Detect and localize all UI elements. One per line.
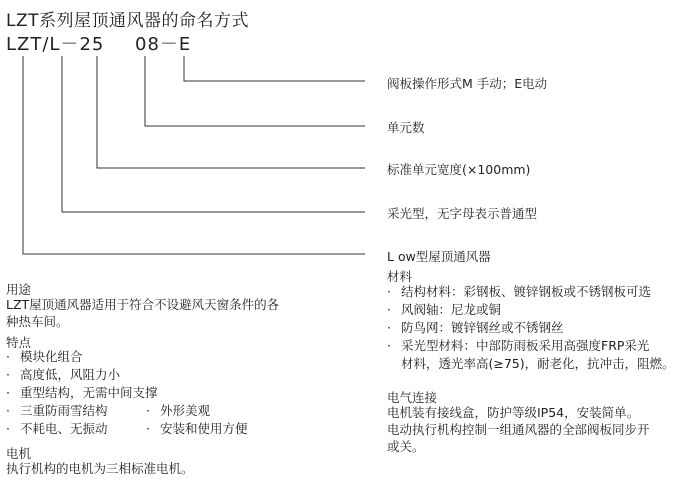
model-code-suffix: 08－E <box>135 34 192 55</box>
electrical-line-3: 或关。 <box>387 439 425 454</box>
label-unit-width: 标准单元宽度(×100mm) <box>387 162 531 177</box>
usage-heading: 用途 <box>6 282 32 297</box>
usage-line-2: 种热车间。 <box>6 314 69 329</box>
motor-line-1: 执行机构的电机为三相标准电机。 <box>6 461 194 476</box>
material-item: · 防鸟网：镀锌钢丝或不锈钢丝 <box>387 320 564 335</box>
electrical-line-2: 电动执行机构控制一组通风器的全部阀板同步开 <box>387 422 650 437</box>
bullet-icon: · <box>6 403 10 418</box>
feature-item: · 不耗电、无振动 · 安装和使用方便 <box>6 421 248 436</box>
bullet-icon: · <box>146 403 150 418</box>
connector-units <box>145 56 365 126</box>
motor-heading: 电机 <box>6 446 32 461</box>
label-unit-count: 单元数 <box>387 120 425 135</box>
bullet-icon: · <box>146 421 150 436</box>
page-title: LZT系列屋顶通风器的命名方式 <box>6 11 250 31</box>
material-item-continuation: 材料，透光率高(≥75)，耐老化，抗冲击，阻燃。 <box>401 356 675 371</box>
feature-item: · 模块化组合 <box>6 349 83 364</box>
bullet-icon: · <box>6 385 10 400</box>
materials-heading: 材料 <box>387 269 413 284</box>
connector-width <box>97 56 365 168</box>
connector-lighting <box>62 56 365 212</box>
electrical-heading: 电气连接 <box>387 390 438 405</box>
feature-item: · 重型结构，无需中间支撑 <box>6 385 158 400</box>
connector-operation <box>184 56 365 81</box>
feature-item: · 三重防雨雪结构 · 外形美观 <box>6 403 211 418</box>
connector-low-type <box>23 56 365 254</box>
bullet-icon: · <box>387 320 391 335</box>
materials-list <box>387 283 675 373</box>
bullet-icon: · <box>6 421 10 436</box>
electrical-line-1: 电机装有接线盒，防护等级IP54，安装简单。 <box>387 405 640 420</box>
bullet-icon: · <box>6 349 10 364</box>
bullet-icon: · <box>387 284 391 299</box>
usage-line-1: LZT屋顶通风器适用于符合不设避风天窗条件的各 <box>6 297 280 312</box>
label-lighting-type: 采光型，无字母表示普通型 <box>387 206 538 221</box>
bullet-icon: · <box>6 367 10 382</box>
label-low-type: L ow型屋顶通风器 <box>387 249 491 264</box>
features-list <box>6 348 248 438</box>
feature-item: · 高度低，风阻力小 <box>6 367 121 382</box>
model-code-prefix: LZT/L－25 <box>6 34 105 55</box>
material-item: · 采光型材料：中部防雨板采用高强度FRP采光 <box>387 338 650 353</box>
label-operation-mode: 阀板操作形式M 手动；E电动 <box>387 76 548 91</box>
material-item: · 结构材料：彩钢板、镀锌钢板或不锈钢板可选 <box>387 284 652 299</box>
material-item: · 风阀轴：尼龙或铜 <box>387 302 502 317</box>
bullet-icon: · <box>387 338 391 353</box>
features-heading: 特点 <box>6 335 32 350</box>
bullet-icon: · <box>387 302 391 317</box>
